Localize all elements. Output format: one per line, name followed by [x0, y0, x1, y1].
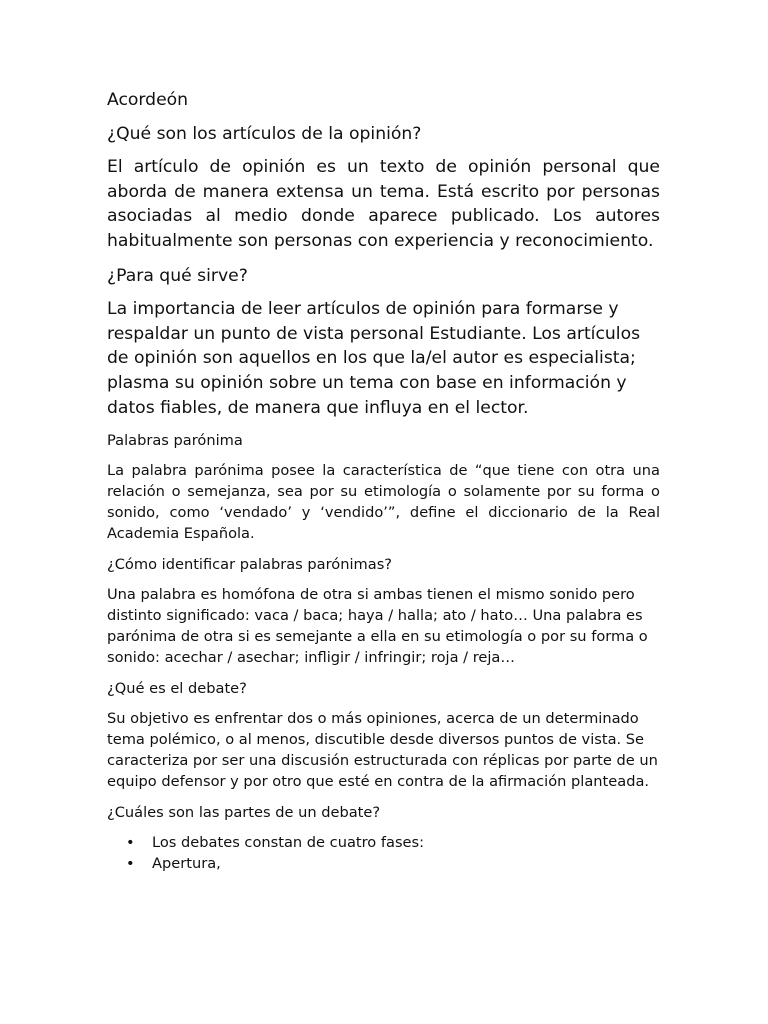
question-articulos-opinion: ¿Qué son los artículos de la opinión? — [107, 123, 422, 144]
bullet-icon: • — [126, 834, 135, 852]
list-item-text: Los debates constan de cuatro fases: — [152, 834, 425, 852]
paragraph-objetivo-debate: Su objetivo es enfrentar dos o más opiniones, acerca de un determinado tema polémico, o al menos, discutible desde diversos puntos de vista. Se caracteriza por ser una discusión estructurada con réplicas por parte de un equipo defensor y por otro que esté en contra de la afirmación planteada. — [107, 710, 658, 791]
heading-palabras-paronima: Palabras parónima — [107, 432, 243, 450]
paragraph-palabra-paronima: La palabra parónima posee la característica de “que tiene con otra una relación o semejanza, sea por su etimología o solamente por su forma o sonido, como ‘vendado’ y ‘vendido’”, define el diccionario de la Real Academia Española. — [107, 462, 660, 543]
paragraph-articulo-opinion: El artículo de opinión es un texto de opinión personal que aborda de manera extensa un tema. Está escrito por personas asociadas al medio donde aparece publicado. Los autores habitualmente son personas con experiencia y reconocimiento. — [107, 157, 660, 251]
document-page — [107, 88, 660, 874]
question-identificar-paronimas: ¿Cómo identificar palabras parónimas? — [107, 556, 393, 574]
list-item — [107, 832, 660, 853]
question-para-que-sirve: ¿Para qué sirve? — [107, 265, 248, 286]
question-partes-debate: ¿Cuáles son las partes de un debate? — [107, 804, 381, 822]
paragraph-homofona-paronima: Una palabra es homófona de otra si ambas tienen el mismo sonido pero distinto significado: vaca / baca; haya / halla; ato / hato… Una palabra es parónima de otra si es semejante a ella en su etimología o por su forma o sonido: acechar / asechar; infligir / infringir; roja / reja… — [107, 586, 648, 667]
document-title: Acordeón — [107, 90, 189, 110]
list-item-text: Apertura, — [152, 855, 221, 873]
paragraph-importancia: La importancia de leer artículos de opinión para formarse y respaldar un punto de vista personal Estudiante. Los artículos de opinión son aquellos en los que la/el autor es especialista; plasma su opinión sobre un tema con base en información y datos fiables, de manera que influya en el lector. — [107, 299, 641, 418]
list-item — [107, 853, 660, 874]
bullet-icon: • — [126, 855, 135, 873]
question-que-es-debate: ¿Qué es el debate? — [107, 680, 247, 698]
bullet-list — [107, 832, 660, 874]
